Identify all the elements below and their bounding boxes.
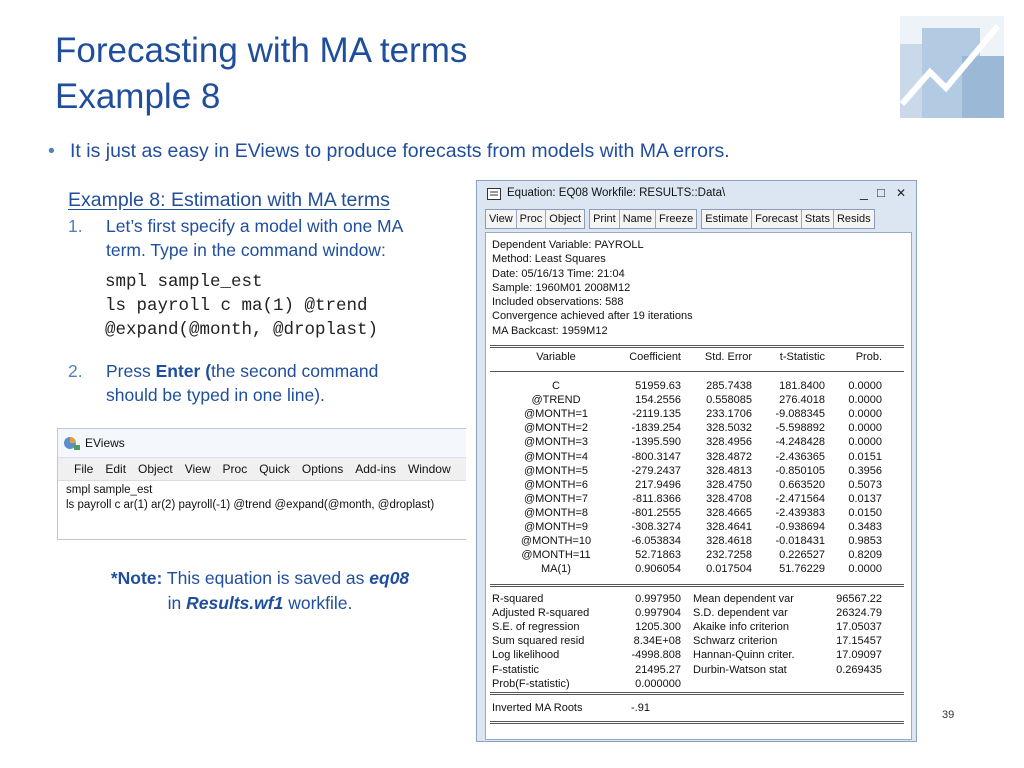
table-cell: 0.5073 <box>848 478 882 491</box>
note-workfile-name: Results.wf1 <box>186 593 284 613</box>
title-line-1: Forecasting with MA terms <box>55 31 468 70</box>
forecast-button[interactable]: Forecast <box>752 210 802 228</box>
stat-row <box>486 648 911 662</box>
table-cell: 52.71863 <box>635 549 681 562</box>
coefficient-column-headers <box>486 351 911 365</box>
table-cell: 328.4813 <box>706 464 752 477</box>
stat-label: S.D. dependent var <box>693 607 788 620</box>
stat-row <box>486 663 911 677</box>
eviews-command-window <box>57 428 466 540</box>
table-row <box>486 450 911 464</box>
toolbar-group-2 <box>589 209 697 229</box>
variable-name: @MONTH=11 <box>521 549 591 562</box>
step-1-number: 1. <box>68 216 83 236</box>
table-cell: -5.598892 <box>775 422 825 435</box>
table-cell: -1839.254 <box>631 422 681 435</box>
header-line: Method: Least Squares <box>492 253 606 266</box>
menu-window[interactable]: Window <box>407 462 451 476</box>
freeze-button[interactable]: Freeze <box>656 210 696 228</box>
step-2-number: 2. <box>68 361 83 381</box>
table-cell: 0.0000 <box>848 422 882 435</box>
equation-title: Equation: EQ08 Workfile: RESULTS::Data\ <box>507 187 726 199</box>
eviews-menubar <box>58 458 466 481</box>
table-cell: -4.248428 <box>775 436 825 449</box>
variable-name: @MONTH=4 <box>523 450 589 463</box>
table-cell: 328.4750 <box>706 478 752 491</box>
stat-label: Akaike info criterion <box>693 621 789 634</box>
menu-view[interactable]: View <box>184 462 211 476</box>
table-cell: 51959.63 <box>635 380 681 392</box>
variable-name: @MONTH=6 <box>523 478 589 491</box>
stat-value: 96567.22 <box>836 593 882 605</box>
menu-edit[interactable]: Edit <box>105 462 127 476</box>
note-label: *Note: <box>110 568 163 588</box>
stat-row <box>486 620 911 634</box>
header-line: MA Backcast: 1959M12 <box>492 324 608 337</box>
note <box>60 566 460 616</box>
table-cell: -2.471564 <box>775 492 825 505</box>
menu-quick[interactable]: Quick <box>259 462 290 476</box>
stat-value: 0.269435 <box>836 663 882 676</box>
table-cell: 276.4018 <box>779 394 825 407</box>
table-cell: 328.4708 <box>706 492 752 505</box>
note-text-1: This equation is saved as <box>162 568 370 588</box>
name-button[interactable]: Name <box>620 210 656 228</box>
table-row <box>486 464 911 478</box>
menu-options[interactable]: Options <box>301 462 344 476</box>
table-cell: -2119.135 <box>632 408 681 421</box>
table-cell: 0.8209 <box>848 549 882 562</box>
variable-name: C <box>552 380 560 392</box>
column-header: Coefficient <box>629 351 681 363</box>
object-button[interactable]: Object <box>546 210 584 228</box>
table-cell: 0.0151 <box>848 450 882 463</box>
table-cell: 0.017504 <box>706 563 752 576</box>
stat-label: Schwarz criterion <box>693 635 778 648</box>
table-row <box>486 562 911 576</box>
stat-value: 1205.300 <box>635 621 681 634</box>
table-row <box>486 435 911 449</box>
variable-name: @MONTH=10 <box>520 535 592 548</box>
table-cell: 51.76229 <box>779 563 825 576</box>
stat-row <box>486 634 911 648</box>
code-line-3: @expand(@month, @droplast) <box>105 320 379 340</box>
stat-value: 0.997950 <box>635 593 681 605</box>
page-number: 39 <box>942 709 955 721</box>
stat-row <box>486 606 911 620</box>
stat-label: Hannan-Quinn criter. <box>693 649 795 662</box>
table-row <box>486 407 911 421</box>
table-cell: 328.5032 <box>706 422 752 435</box>
column-header: Std. Error <box>704 351 752 363</box>
intro-bullet <box>48 140 730 163</box>
table-cell: 0.3483 <box>848 521 882 533</box>
stat-value: 21495.27 <box>635 663 681 676</box>
estimation-output[interactable] <box>485 232 912 740</box>
stat-value: 17.09097 <box>836 649 882 662</box>
table-cell: 0.0000 <box>848 408 882 421</box>
table-cell: -811.8366 <box>632 492 681 505</box>
table-cell: 0.0000 <box>848 563 882 576</box>
eviews-app-icon <box>64 436 80 450</box>
table-cell: -0.938694 <box>775 521 825 533</box>
code-line-1: smpl sample_est <box>105 272 263 292</box>
example-heading: Example 8: Estimation with MA terms <box>68 189 390 211</box>
stat-label: Log likelihood <box>492 649 560 662</box>
table-cell: -2.436365 <box>775 450 825 463</box>
view-button[interactable]: View <box>486 210 517 228</box>
table-row <box>486 393 911 407</box>
table-cell: 328.4641 <box>706 521 752 533</box>
header-line: Convergence achieved after 19 iterations <box>492 310 693 323</box>
table-cell: 0.663520 <box>779 478 825 491</box>
note-eq-name: eq08 <box>369 568 410 588</box>
variable-name: @MONTH=7 <box>523 492 589 505</box>
table-row <box>486 534 911 548</box>
eviews-titlebar <box>58 429 466 458</box>
stat-label: Durbin-Watson stat <box>693 663 787 676</box>
table-cell: 328.4956 <box>706 436 752 449</box>
step-2-pre: Press <box>106 361 156 381</box>
variable-name: MA(1) <box>541 563 571 576</box>
estimation-header <box>492 238 693 338</box>
menu-add-ins[interactable]: Add-ins <box>355 462 396 476</box>
table-cell: 285.7438 <box>706 380 752 392</box>
command-input[interactable] <box>58 481 466 515</box>
toolbar-group-3 <box>701 209 874 229</box>
chart-logo-icon <box>900 16 1004 118</box>
table-cell: -800.3147 <box>631 450 681 463</box>
table-row <box>486 478 911 492</box>
stat-value: 17.15457 <box>836 635 882 648</box>
step-2-bold: Enter ( <box>155 361 212 381</box>
divider <box>490 584 904 587</box>
stat-value: 26324.79 <box>836 607 882 620</box>
table-cell: 181.8400 <box>779 380 825 392</box>
note-text-2: in <box>167 593 187 613</box>
proc-button[interactable]: Proc <box>517 210 547 228</box>
header-line: Sample: 1960M01 2008M12 <box>492 281 631 294</box>
equation-window <box>476 180 917 742</box>
table-row <box>486 520 911 534</box>
table-cell: 328.4665 <box>706 506 752 519</box>
table-cell: 0.0150 <box>848 506 882 519</box>
print-button[interactable]: Print <box>590 210 620 228</box>
table-cell: 0.226527 <box>779 549 825 562</box>
note-line-2 <box>60 591 460 616</box>
table-cell: -9.088345 <box>775 408 825 421</box>
table-row <box>486 492 911 506</box>
stat-value: -4998.808 <box>631 649 681 662</box>
estimate-button[interactable]: Estimate <box>702 210 752 228</box>
step-2-post: the second command <box>211 361 379 381</box>
table-cell: -801.2555 <box>631 506 681 519</box>
roots-row <box>486 702 911 716</box>
step-2-line-2: should be typed in one line). <box>106 385 325 405</box>
stat-row <box>486 592 911 606</box>
maximize-button[interactable]: □ <box>877 185 885 200</box>
table-cell: 0.9853 <box>848 535 882 548</box>
bullet-dot: • <box>48 140 55 162</box>
stat-label: Adjusted R-squared <box>492 607 590 620</box>
code-line-2: ls payroll c ma(1) @trend <box>105 296 368 316</box>
table-cell: 232.7258 <box>706 549 752 562</box>
variable-name: @TREND <box>531 394 581 407</box>
slide-title <box>55 28 467 120</box>
table-cell: -2.439383 <box>775 506 825 519</box>
header-line: Included observations: 588 <box>492 296 624 309</box>
roots-value: -.91 <box>631 702 650 714</box>
table-cell: 233.1706 <box>706 408 752 421</box>
variable-name: @MONTH=9 <box>523 521 589 533</box>
stat-label: Sum squared resid <box>492 635 585 648</box>
table-cell: 328.4872 <box>706 450 752 463</box>
stat-value: 0.997904 <box>635 607 681 620</box>
close-button[interactable]: ✕ <box>896 186 907 200</box>
table-row <box>486 379 911 393</box>
header-line: Dependent Variable: PAYROLL <box>492 239 644 251</box>
divider <box>490 345 904 348</box>
toolbar-group-1 <box>485 209 585 229</box>
step-1-line-2: term. Type in the command window: <box>106 240 386 260</box>
divider <box>490 371 904 372</box>
title-line-2: Example 8 <box>55 77 221 116</box>
stat-value: 8.34E+08 <box>633 635 681 648</box>
equation-toolbar <box>485 209 875 229</box>
table-cell: 0.0000 <box>848 380 882 392</box>
command-line-2: ls payroll c ar(1) ar(2) payroll(-1) @trend @expand(@month, @droplast) <box>66 499 435 511</box>
variable-name: @MONTH=1 <box>523 408 589 421</box>
stat-label: Prob(F-statistic) <box>492 677 570 690</box>
minimize-button[interactable]: _ <box>860 184 868 200</box>
equation-titlebar <box>477 181 916 207</box>
note-text-3: workfile. <box>283 593 353 613</box>
column-header: t-Statistic <box>779 351 825 363</box>
variable-name: @MONTH=3 <box>523 436 589 449</box>
roots-label: Inverted MA Roots <box>492 702 583 714</box>
menu-proc[interactable]: Proc <box>222 462 248 476</box>
table-cell: -308.3274 <box>631 521 681 533</box>
table-cell: 154.2556 <box>635 394 681 407</box>
table-row <box>486 548 911 562</box>
stat-value: 0.000000 <box>635 677 681 690</box>
menu-file[interactable]: File <box>74 462 94 476</box>
table-cell: -0.850105 <box>775 464 825 477</box>
stat-label: R-squared <box>492 593 544 605</box>
variable-name: @MONTH=2 <box>523 422 589 435</box>
stats-button[interactable]: Stats <box>802 210 834 228</box>
table-cell: 217.9496 <box>635 478 681 491</box>
stat-label: F-statistic <box>492 663 540 676</box>
menu-object[interactable]: Object <box>138 462 173 476</box>
stat-label: Mean dependent var <box>693 593 794 605</box>
table-cell: 0.906054 <box>635 563 681 576</box>
stat-value: 17.05037 <box>836 621 882 634</box>
column-header: Prob. <box>855 351 882 363</box>
table-cell: -0.018431 <box>775 535 825 548</box>
table-row <box>486 506 911 520</box>
table-cell: 328.4618 <box>706 535 752 548</box>
variable-name: @MONTH=5 <box>523 464 589 477</box>
table-cell: -1395.590 <box>631 436 681 449</box>
table-cell: -6.053834 <box>631 535 681 548</box>
step-2-line-1 <box>106 359 378 383</box>
resids-button[interactable]: Resids <box>834 210 874 228</box>
step-1-line-1: Let’s first specify a model with one MA <box>106 216 404 236</box>
table-row <box>486 421 911 435</box>
variable-name: @MONTH=8 <box>523 506 589 519</box>
header-line: Date: 05/16/13 Time: 21:04 <box>492 267 625 280</box>
table-cell: 0.0000 <box>848 436 882 449</box>
stat-label: S.E. of regression <box>492 621 580 634</box>
eviews-title: EViews <box>85 436 125 450</box>
table-cell: 0.558085 <box>706 394 752 407</box>
table-cell: 0.0137 <box>848 492 882 505</box>
divider <box>490 721 904 724</box>
command-line-1: smpl sample_est <box>66 484 153 496</box>
table-cell: 0.0000 <box>848 394 882 407</box>
command-code <box>105 270 378 342</box>
stat-row <box>486 677 911 691</box>
divider <box>490 692 904 695</box>
equation-icon <box>487 188 501 200</box>
bullet-text: It is just as easy in EViews to produce forecasts from models with MA errors. <box>70 140 730 162</box>
table-cell: -279.2437 <box>631 464 681 477</box>
note-line-1 <box>60 566 460 591</box>
table-cell: 0.3956 <box>848 464 882 477</box>
column-header: Variable <box>536 351 576 363</box>
